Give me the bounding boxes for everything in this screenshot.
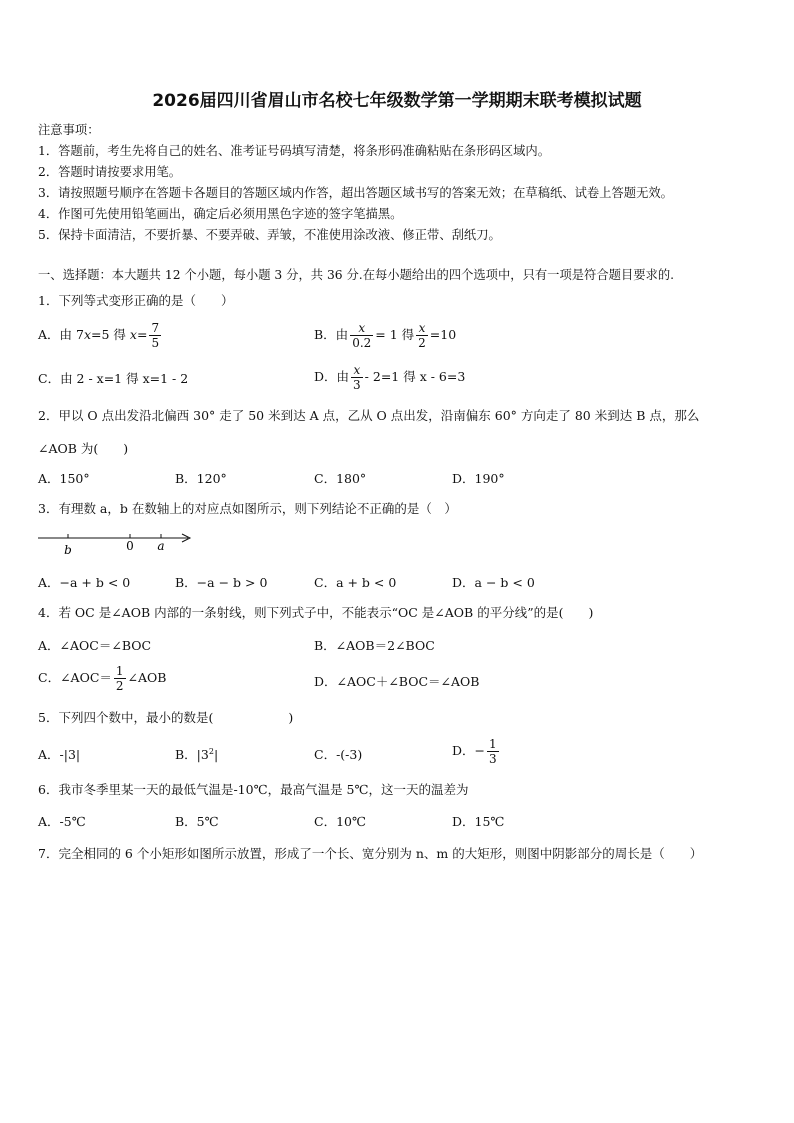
notice-item: 4．作图可先使用铅笔画出，确定后必须用黑色字迹的签字笔描黑。 bbox=[38, 207, 403, 221]
question-5-stem: 5．下列四个数中，最小的数是( ) bbox=[38, 710, 294, 725]
q6-option-a: A．-5℃ bbox=[38, 814, 86, 829]
q1-option-d: D．由 $\frac{x}{3}$ - 2=1 得 x - 6=3 bbox=[314, 363, 466, 392]
q1-option-a: A．由 7x=5 得 x= $\frac{7}{5}$ bbox=[38, 321, 160, 350]
q4-option-d: D．∠AOC＋∠BOC＝∠AOB bbox=[314, 674, 480, 689]
notice-item: 3．请按照题号顺序在答题卡各题目的答题区域内作答，超出答题区域书写的答案无效；在草稿纸、试卷上答题无效。 bbox=[38, 186, 673, 200]
q3-option-d: D．a − b < 0 bbox=[452, 575, 535, 590]
q2-option-b: B．120° bbox=[175, 471, 227, 486]
q5-option-a: A．-|3| bbox=[38, 747, 81, 762]
q1-option-b: B．由 $\frac{x}{0.2}$ = 1 得 $\frac{x}{2}$ =10 bbox=[314, 321, 457, 350]
question-2-stem: 2．甲以 O 点出发沿北偏西 30° 走了 50 米到达 A 点，乙从 O 点出发，沿南偏东 60° 方向走了 80 米到达 B 点，那么 bbox=[38, 408, 700, 423]
notice-heading: 注意事项： bbox=[38, 123, 100, 137]
q2-option-a: A．150° bbox=[38, 471, 90, 486]
q3-option-c: C．a + b < 0 bbox=[314, 575, 397, 590]
q3-option-b: B．−a − b > 0 bbox=[175, 575, 268, 590]
page-title: 2026届四川省眉山市名校七年级数学第一学期期末联考模拟试题 bbox=[152, 91, 642, 111]
axis-label-b: b bbox=[64, 543, 72, 556]
notice-item: 2．答题时请按要求用笔。 bbox=[38, 165, 182, 179]
number-line-figure bbox=[36, 528, 198, 556]
question-2-stem-cont: ∠AOB 为( ) bbox=[38, 441, 129, 456]
question-3-stem: 3．有理数 a，b 在数轴上的对应点如图所示，则下列结论不正确的是（ ） bbox=[38, 501, 457, 516]
q4-option-a: A．∠AOC＝∠BOC bbox=[38, 638, 152, 653]
axis-label-a: a bbox=[157, 539, 165, 553]
question-6-stem: 6．我市冬季里某一天的最低气温是-10℃，最高气温是 5℃，这一天的温差为 bbox=[38, 782, 469, 797]
notice-item: 1．答题前，考生先将自己的姓名、准考证号码填写清楚，将条形码准确粘贴在条形码区域内。 bbox=[38, 144, 550, 158]
section-heading: 一、选择题：本大题共 12 个小题，每小题 3 分，共 36 分.在每小题给出的四个选项中，只有一项是符合题目要求的. bbox=[38, 268, 675, 282]
q5-option-c: C．-(-3) bbox=[314, 747, 363, 762]
q4-option-b: B．∠AOB＝2∠BOC bbox=[314, 638, 435, 653]
q4-option-c: C．∠AOC＝ $\frac{1}{2}$ ∠AOB bbox=[38, 664, 167, 693]
q1-option-c: C．由 2 - x=1 得 x=1 - 2 bbox=[38, 371, 189, 386]
question-4-stem: 4．若 OC 是∠AOB 内部的一条射线，则下列式子中，不能表示“OC 是∠AOB 的平分线”的是( ) bbox=[38, 605, 594, 620]
notice-item: 5．保持卡面清洁，不要折暴、不要弄破、弄皱，不准使用涂改液、修正带、刮纸刀。 bbox=[38, 228, 501, 242]
q6-option-d: D．15℃ bbox=[452, 814, 505, 829]
question-7-stem: 7．完全相同的 6 个小矩形如图所示放置，形成了一个长、宽分别为 n、m 的大矩形，则图中阴影部分的周长是（ ） bbox=[38, 846, 703, 861]
q5-option-b: B．$|3^2|$ bbox=[175, 746, 219, 762]
q2-option-c: C．180° bbox=[314, 471, 367, 486]
q5-option-d: D．− $\frac{1}{3}$ bbox=[452, 737, 497, 766]
q3-option-a: A．−a + b < 0 bbox=[38, 575, 131, 590]
axis-label-0: 0 bbox=[126, 539, 134, 553]
question-1-stem: 1．下列等式变形正确的是（ ） bbox=[38, 293, 234, 308]
q6-option-b: B．5℃ bbox=[175, 814, 219, 829]
q6-option-c: C．10℃ bbox=[314, 814, 366, 829]
q2-option-d: D．190° bbox=[452, 471, 505, 486]
